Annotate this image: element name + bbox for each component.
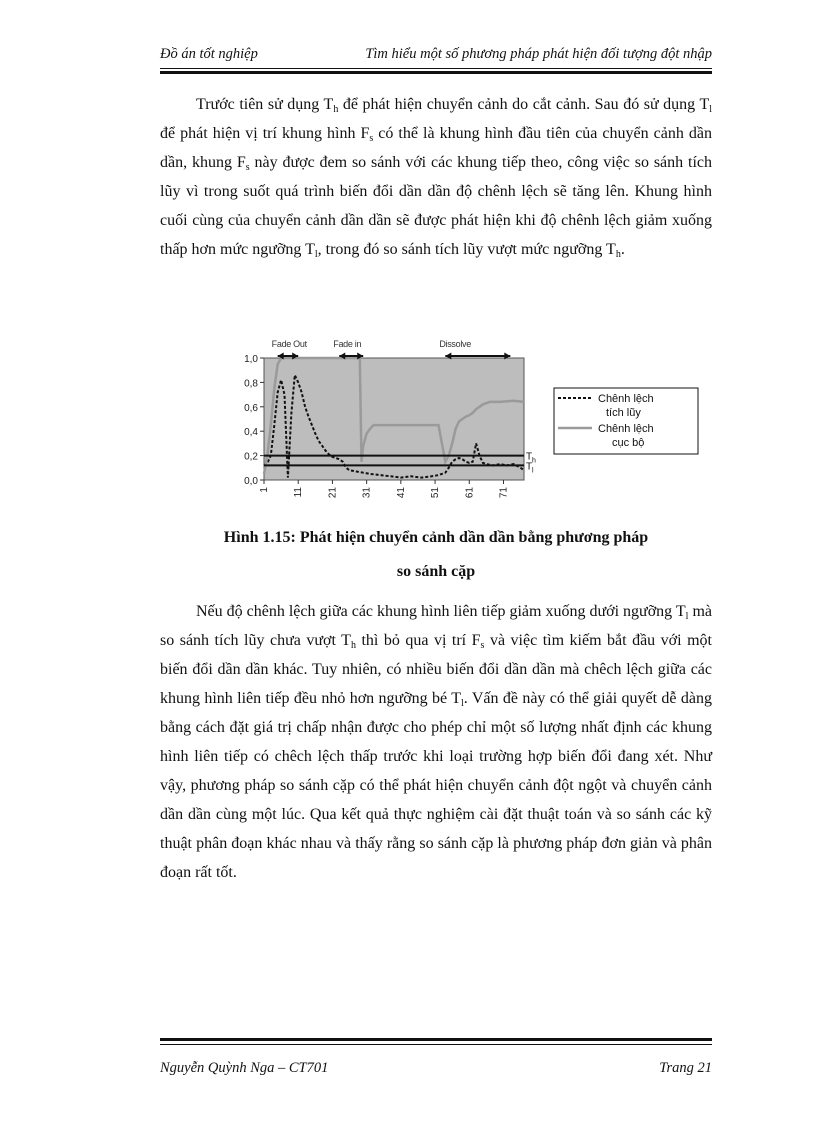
p2-sub-1: l [685,611,689,622]
chart-svg [228,330,708,510]
threshold-label-th: T [526,451,533,463]
footer-left: Nguyễn Quỳnh Nga – CT701 [160,1060,329,1076]
header-left: Đồ án tốt nghiệp [160,46,258,62]
paragraph-1 [160,90,712,264]
y-tick-label: 0,0 [244,476,258,487]
legend-text-3: Chênh lệch [598,423,654,435]
x-tick-label: 41 [395,487,407,499]
threshold-label-tl-sub: l [532,467,534,475]
p1-sub-5: l [314,249,318,260]
x-tick-label: 1 [259,487,270,493]
header-rule-thin [160,68,712,69]
page-header [160,46,712,66]
legend-text-1: Chênh lệch [598,393,654,405]
p1-text-4: có thể là khung hình đầu tiên của chuyển cảnh dần dần, khung F [160,125,712,171]
p2-text-5: . Vấn đề này có thể giải quyết dễ dàng bằng cách đặt giá trị chấp nhận được cho phép chỉ một số lượng nhất định các khung hình liên tiếp có chêch lệch thấp trước khi loại trường hợp biến đổi đang xét. Như vậy, phương pháp so sánh cặp có thể phát hiện chuyển cảnh đột ngột và chuyển cảnh dần dần cùng một lúc. Qua kết quả thực nghiệm cài đặt thuật toán và so sánh các kỹ thuật phân đoạn khác nhau và thấy rằng so sánh cặp là phương pháp đơn giản và phân đoạn rất tốt. [160,690,712,881]
footer-right: Trang 21 [659,1060,712,1076]
x-tick-label: 31 [361,487,373,499]
p1-sub-6: h [615,249,621,260]
p1-sub-1: h [333,104,339,115]
annotation-label: Fade in [333,339,362,349]
p1-text-5: này được đem so sánh với các khung tiếp theo, công việc so sánh tích lũy vì trong suốt quá trình biến đổi dần dần độ chênh lệch sẽ tăng lên. Khung hình cuối cùng của chuyển cảnh dần dần sẽ được phát hiện khi độ chênh lệch giảm xuống thấp hơn mức ngưỡng T [160,154,712,258]
paragraph-2 [160,597,712,887]
p2-sub-2: h [350,640,356,651]
figure-caption [160,524,712,586]
p1-text-2: để phát hiện chuyển cảnh do cắt cảnh. Sau đó sử dụng T [338,96,710,113]
y-tick-label: 0,2 [244,451,258,463]
p1-text-1: Trước tiên sử dụng T [196,96,334,113]
p1-text-7: . [620,241,625,258]
threshold-label-th-sub: h [532,457,536,465]
x-tick-label: 61 [464,487,476,499]
p2-sub-3: s [480,640,485,651]
plot-area [264,358,524,480]
y-tick-label: 0,6 [244,402,258,414]
caption-line-2: so sánh cặp [396,563,476,580]
x-tick-label: 51 [430,487,442,499]
p1-text-6: , trong đó so sánh tích lũy vượt mức ngưỡng T [317,241,616,258]
footer-rule-thin [160,1044,712,1045]
y-tick-label: 0,4 [244,427,258,439]
p2-text-4: và việc tìm kiếm bắt đầu với một biến đổi dần dần khác. Tuy nhiên, có nhiều biến đổi dần dần mà chêch lệch giữa các khung hình liên tiếp đều nhỏ hơn ngưỡng bé T [160,632,712,707]
p2-text-3: thì bỏ qua vị trí F [355,632,481,649]
y-tick-label: 0,8 [244,378,258,390]
x-tick-label: 71 [498,487,510,499]
annotation-label: Dissolve [439,339,471,349]
legend-text-2: tích lũy [606,407,641,419]
caption-line-1: Hình 1.15: Phát hiện chuyển cảnh dần dần bằng phương pháp [223,529,649,546]
figure-chart [228,330,708,510]
footer-rule-thick [160,1038,712,1041]
x-tick-label: 11 [293,487,305,498]
y-tick-label: 1,0 [244,354,258,365]
p1-sub-3: s [369,133,374,144]
header-right: Tìm hiểu một số phương pháp phát hiện đối tượng đột nhập [365,46,712,62]
x-tick-label: 21 [327,487,339,499]
p1-sub-2: l [709,104,712,115]
header-rule-thick [160,71,712,74]
p1-text-3: để phát hiện vị trí khung hình F [160,125,370,142]
p1-sub-4: s [245,162,250,173]
annotation-label: Fade Out [271,339,307,349]
threshold-label-tl: T [526,461,533,473]
p2-sub-4: l [460,698,464,709]
p2-text-1: Nếu độ chênh lệch giữa các khung hình liên tiếp giảm xuống dưới ngưỡng T [196,603,686,620]
p2-text-2: mà so sánh tích lũy chưa vượt T [160,603,713,649]
legend-text-4: cục bộ [612,437,645,449]
